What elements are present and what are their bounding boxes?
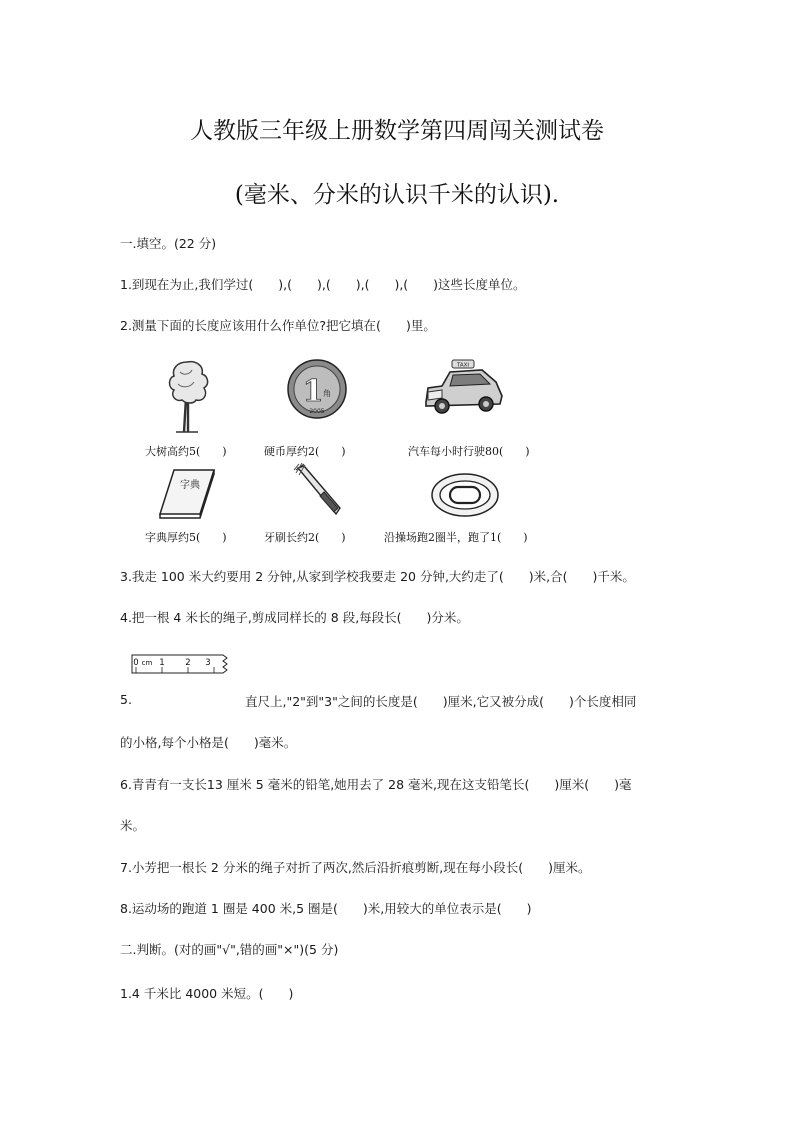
dictionary-icon: [156, 468, 218, 520]
taxi-car-icon: [420, 356, 506, 422]
question-5-continued: 的小格,每个小格是( )毫米。: [120, 735, 297, 750]
question-4: 4.把一根 4 米长的绳子,剪成同样长的 8 段,每段长( )分米。: [120, 610, 469, 625]
question-7: 7.小芳把一根长 2 分米的绳子对折了两次,然后沿折痕剪断,现在每小段长( )厘米。: [120, 860, 591, 875]
ruler-icon: [131, 653, 231, 675]
ruler-zero: 0: [133, 658, 139, 668]
caption-track: 沿操场跑2圈半，跑了1( ): [384, 531, 528, 544]
question-5: 直尺上,"2"到"3"之间的长度是( )厘米,它又被分成( )个长度相同: [245, 694, 637, 709]
coin-year: 2005: [309, 408, 325, 415]
question-3: 3.我走 100 米大约要用 2 分钟,从家到学校我要走 20 分钟,大约走了( )米,合( )千米。: [120, 569, 635, 584]
question-2: 2.测量下面的长度应该用什么作单位?把它填在( )里。: [120, 318, 436, 333]
question-6-continued: 米。: [120, 818, 146, 833]
running-track-icon: [430, 472, 500, 518]
section-judge-heading: 二.判断。(对的画"√",错的画"×")(5 分): [120, 942, 339, 957]
question-1: 1.到现在为止,我们学过( ),( ),( ),( ),( )这些长度单位。: [120, 277, 526, 292]
page-subtitle: (毫米、分米的认识千米的认识).: [234, 182, 560, 208]
toothbrush-icon: [290, 462, 346, 518]
section-fill-in-heading: 一.填空。(22 分): [120, 236, 217, 251]
judge-question-1: 1.4 千米比 4000 米短。( ): [120, 986, 294, 1001]
ruler-unit: cm: [141, 659, 153, 667]
question-5-number: 5.: [120, 692, 132, 707]
page-title: 人教版三年级上册数学第四周闯关测试卷: [190, 118, 604, 144]
caption-tree: 大树高约5( ): [145, 445, 227, 458]
question-2-figure: [118, 350, 578, 550]
caption-coin: 硬币厚约2( ): [264, 445, 346, 458]
coin-icon: [286, 358, 348, 420]
caption-car: 汽车每小时行驶80( ): [408, 445, 530, 458]
dictionary-label: 字典: [180, 480, 200, 491]
question-6: 6.青青有一支长13 厘米 5 毫米的铅笔,她用去了 28 毫米,现在这支铅笔长( )厘米( )毫: [120, 777, 632, 792]
ruler-label-3: 3: [205, 658, 211, 668]
coin-text: 角: [323, 389, 331, 398]
tree-icon: [164, 358, 210, 434]
caption-dictionary: 字典厚约5( ): [145, 531, 227, 544]
caption-toothbrush: 牙刷长约2( ): [264, 531, 346, 544]
taxi-sign: TAXI: [456, 362, 470, 369]
ruler-label-2: 2: [185, 658, 191, 668]
question-8: 8.运动场的跑道 1 圈是 400 米,5 圈是( )米,用较大的单位表示是( ): [120, 901, 532, 916]
coin-digit: 1: [302, 374, 324, 409]
ruler-label-1: 1: [159, 658, 165, 668]
